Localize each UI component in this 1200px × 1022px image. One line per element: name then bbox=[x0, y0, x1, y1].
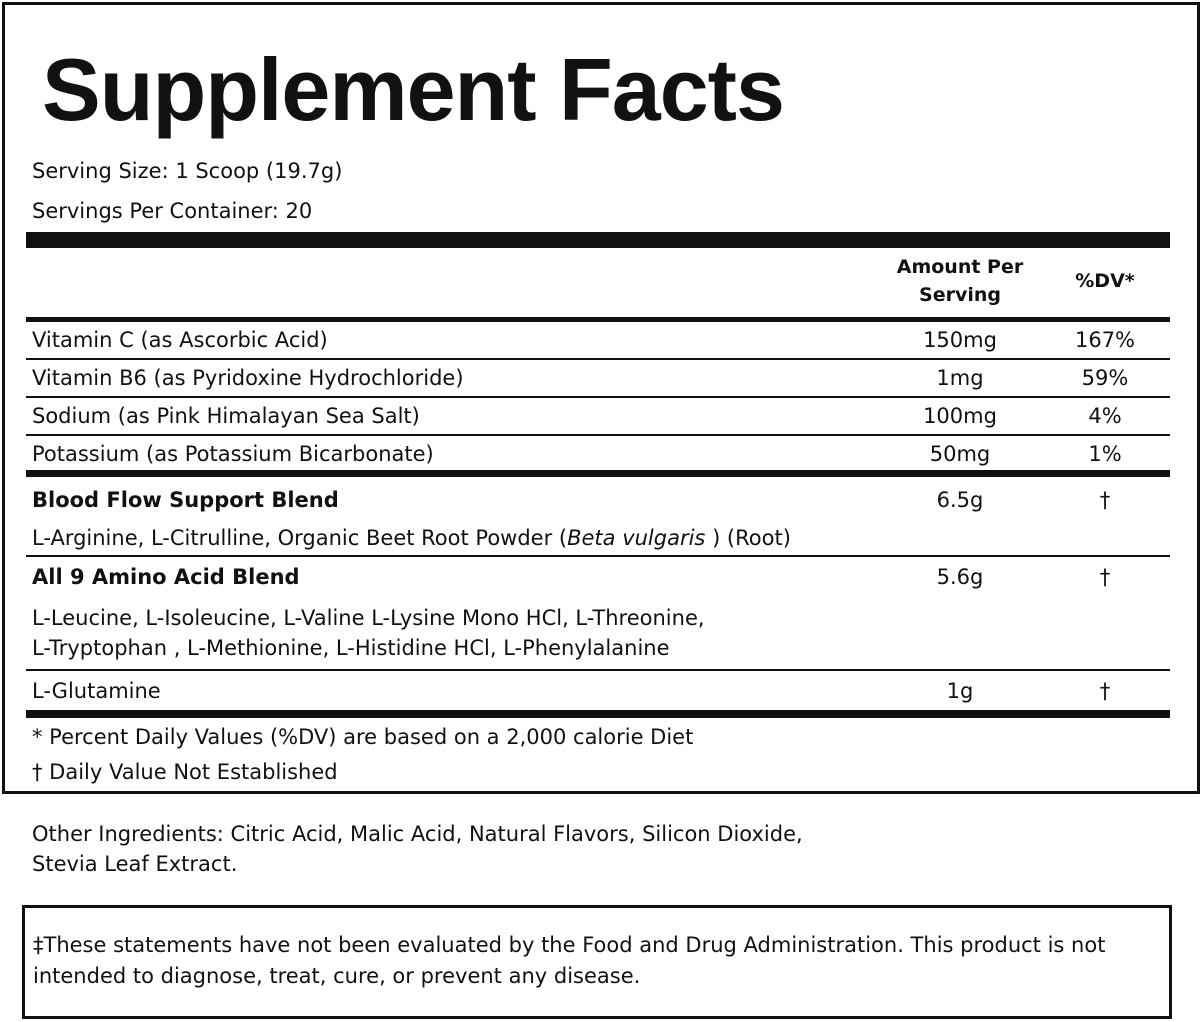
thick-divider-bottom bbox=[26, 710, 1170, 718]
dv-footnote: * Percent Daily Values (%DV) are based on a 2,000 calorie Diet bbox=[32, 725, 694, 749]
other-ingredients-line: Other Ingredients: Citric Acid, Malic Acid, Natural Flavors, Silicon Dioxide, bbox=[32, 822, 803, 846]
fda-disclaimer-box bbox=[22, 905, 1172, 1019]
nutrient-amount: 150mg bbox=[923, 328, 997, 352]
thick-divider-blends bbox=[26, 470, 1170, 477]
blend-dv: † bbox=[1099, 565, 1111, 589]
fda-disclaimer: ‡These statements have not been evaluated by the Food and Drug Administration. This product is not intended to diagnose, treat, cure, or prevent any disease. bbox=[33, 933, 1106, 988]
header-divider bbox=[26, 317, 1170, 322]
blend-ingredients: L-Arginine, L-Citrulline, Organic Beet Root Powder (Beta vulgaris ) (Root) bbox=[32, 526, 791, 550]
nutrient-amount: 100mg bbox=[923, 404, 997, 428]
row-divider bbox=[26, 669, 1170, 671]
not-established-footnote: † Daily Value Not Established bbox=[32, 760, 338, 784]
dv-header: %DV* bbox=[1075, 270, 1135, 292]
nutrient-amount: 1mg bbox=[936, 366, 984, 390]
row-divider bbox=[26, 358, 1170, 360]
blend-dv: † bbox=[1099, 488, 1111, 512]
nutrient-dv: 59% bbox=[1081, 366, 1129, 390]
blend-name: All 9 Amino Acid Blend bbox=[32, 565, 300, 589]
nutrient-dv: † bbox=[1099, 679, 1111, 703]
nutrient-amount: 1g bbox=[946, 679, 974, 703]
nutrient-amount: 50mg bbox=[929, 442, 991, 466]
nutrient-name: L-Glutamine bbox=[32, 679, 161, 703]
servings-per-container: Servings Per Container: 20 bbox=[32, 199, 313, 223]
nutrient-dv: 4% bbox=[1088, 404, 1122, 428]
row-divider bbox=[26, 396, 1170, 398]
row-divider bbox=[26, 434, 1170, 436]
nutrient-dv: 167% bbox=[1074, 328, 1136, 352]
thick-divider-top bbox=[26, 232, 1170, 248]
panel-title: Supplement Facts bbox=[42, 40, 784, 139]
blend-ingredients-line: L-Tryptophan , L-Methionine, L-Histidine HCl, L-Phenylalanine bbox=[32, 636, 670, 660]
blend-ingredients-line: L-Leucine, L-Isoleucine, L-Valine L-Lysine Mono HCl, L-Threonine, bbox=[32, 606, 705, 630]
nutrient-name: Potassium (as Potassium Bicarbonate) bbox=[32, 442, 434, 466]
row-divider bbox=[26, 555, 1170, 557]
blend-amount: 5.6g bbox=[936, 565, 984, 589]
nutrient-name: Sodium (as Pink Himalayan Sea Salt) bbox=[32, 404, 420, 428]
nutrient-dv: 1% bbox=[1088, 442, 1122, 466]
blend-amount: 6.5g bbox=[936, 488, 984, 512]
amount-per-serving-header: Amount Per Serving bbox=[896, 256, 1024, 306]
serving-size: Serving Size: 1 Scoop (19.7g) bbox=[32, 159, 343, 183]
blend-name: Blood Flow Support Blend bbox=[32, 488, 339, 512]
other-ingredients-line: Stevia Leaf Extract. bbox=[32, 852, 238, 876]
nutrient-name: Vitamin B6 (as Pyridoxine Hydrochloride) bbox=[32, 366, 464, 390]
nutrient-name: Vitamin C (as Ascorbic Acid) bbox=[32, 328, 328, 352]
